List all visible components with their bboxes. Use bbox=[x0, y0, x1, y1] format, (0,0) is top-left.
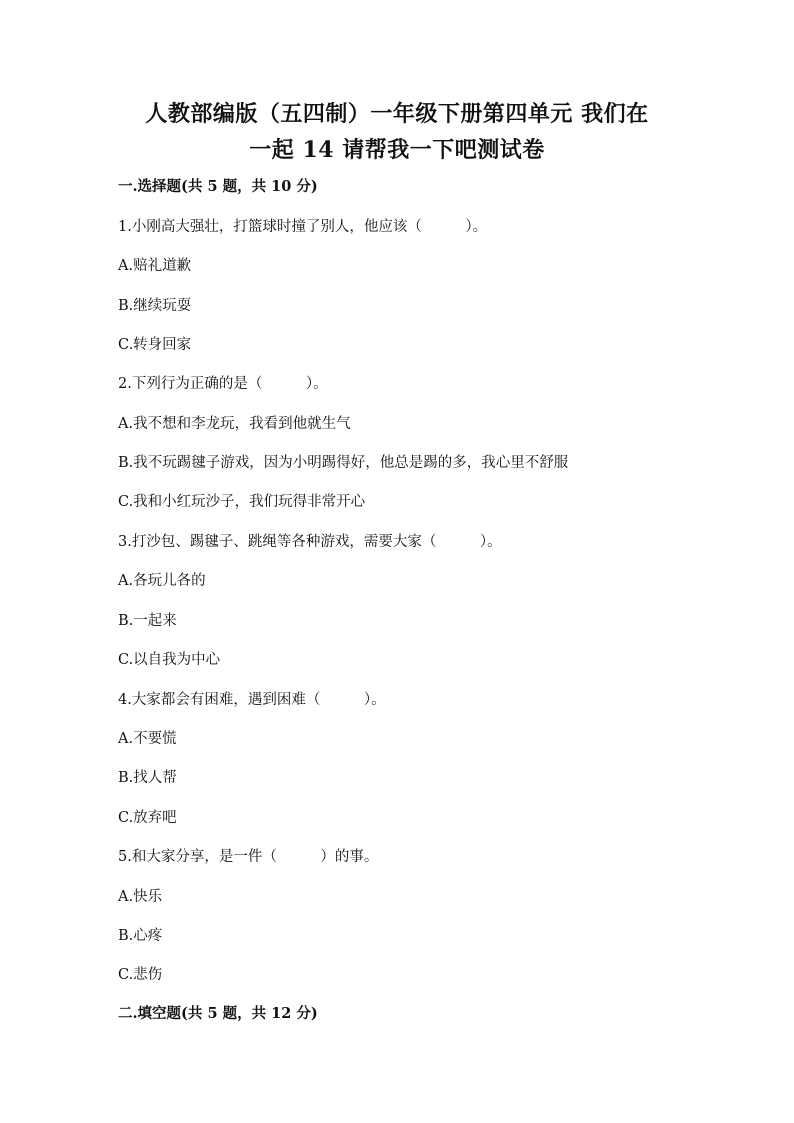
section-heading-multiple-choice: 一.选择题(共 5 题，共 10 分) bbox=[118, 178, 318, 195]
question-1-stem: 1.小刚高大强壮，打篮球时撞了别人，他应该（ ）。 bbox=[118, 219, 488, 235]
section-heading-fill-in-blank: 二.填空题(共 5 题，共 12 分) bbox=[118, 1005, 318, 1022]
question-2-option-c: C.我和小红玩沙子，我们玩得非常开心 bbox=[118, 494, 366, 510]
question-3-option-b: B.一起来 bbox=[118, 613, 177, 629]
question-4-option-c: C.放弃吧 bbox=[118, 810, 177, 826]
document-title-line-1: 人教部编版（五四制）一年级下册第四单元 我们在 bbox=[145, 101, 649, 127]
question-3-option-c: C.以自我为中心 bbox=[118, 652, 221, 668]
question-3-option-a: A.各玩儿各的 bbox=[118, 573, 206, 589]
question-4-option-a: A.不要慌 bbox=[118, 731, 177, 747]
question-5-option-c: C.悲伤 bbox=[118, 967, 163, 983]
question-1-option-b: B.继续玩耍 bbox=[118, 298, 192, 314]
question-1-option-c: C.转身回家 bbox=[118, 337, 192, 353]
question-5-option-a: A.快乐 bbox=[118, 889, 163, 905]
question-2-option-b: B.我不玩踢毽子游戏，因为小明踢得好，他总是踢的多，我心里不舒服 bbox=[118, 455, 569, 471]
question-3-stem: 3.打沙包、踢毽子、跳绳等各种游戏，需要大家（ ）。 bbox=[118, 534, 502, 550]
question-5-option-b: B.心疼 bbox=[118, 928, 163, 944]
question-1-option-a: A.赔礼道歉 bbox=[118, 258, 192, 274]
question-4-stem: 4.大家都会有困难，遇到困难（ ）。 bbox=[118, 692, 386, 708]
question-4-option-b: B.找人帮 bbox=[118, 770, 177, 786]
question-2-stem: 2.下列行为正确的是（ ）。 bbox=[118, 376, 328, 392]
question-5-stem: 5.和大家分享，是一件（ ）的事。 bbox=[118, 849, 379, 865]
document-title-line-2: 一起 14 请帮我一下吧测试卷 bbox=[249, 137, 545, 163]
question-2-option-a: A.我不想和李龙玩，我看到他就生气 bbox=[118, 416, 351, 432]
